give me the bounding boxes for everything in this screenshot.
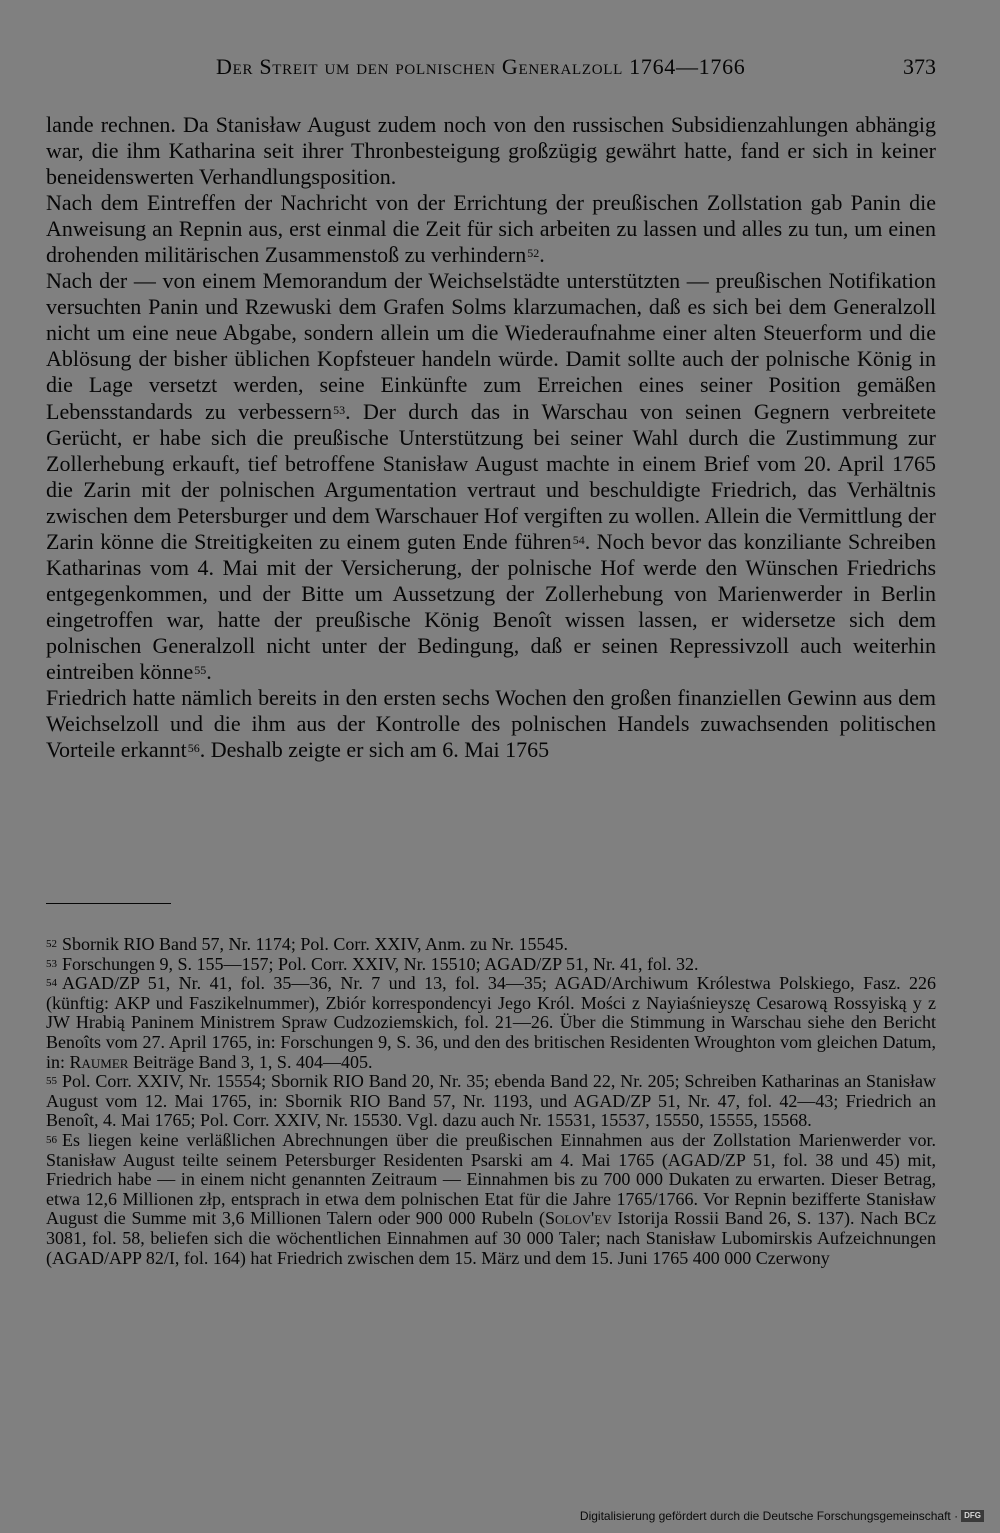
author-name: Raumer	[69, 1051, 129, 1072]
footnote-number: 54	[46, 977, 57, 990]
footnote-reference[interactable]: 56	[187, 741, 200, 756]
footnote-reference[interactable]: 55	[194, 662, 207, 677]
paragraph: lande rechnen. Da Stanisław August zudem noch von den russischen Subsidienzahlungen abhängig war, die ihm Katharina seit ihrer Thronbesteigung großzügig gewährt hatte, fand er sich in keiner beneidenswerten Verhandlungsposition.	[46, 112, 936, 190]
digitization-text: Digitalisierung gefördert durch die Deutsche Forschungsgemeinschaft ·	[579, 1509, 959, 1523]
footnote: $^{53}$ Forschungen 9, S. 155—157; Pol. Corr. XXIV, Nr. 15510; AGAD/ZP 51, Nr. 41, fol. 32.	[46, 953, 699, 974]
running-title: Der Streit um den polnischen Generalzoll 1764—1766	[216, 54, 746, 79]
digitization-notice	[580, 1509, 984, 1523]
footnote-number: 52	[46, 938, 57, 950]
body-text	[46, 112, 936, 763]
footnote: $^{54}$ AGAD/ZP 51, Nr. 41, fol. 35—36, Nr. 7 und 13, fol. 34—35; AGAD/Archiwum Królestwa Polskiego, Fasz. 226 (künftig: AKP und Faszikelnummer), Zbiór korrespondencyi Jego Król. Mości z Nayiaśnieyszę Cesarową Rossyiską y z JW Hrabią Paninem Ministrem Spraw Cudzoziemskich, fol. 21—26. Über die Stimmung in Warschau siehe den Bericht Benoîts vom 27. April 1765, in: Forschungen 9, S. 36, und den des britischen Residenten Wroughton vom gleichen Datum, in: Raumer Beiträge Band 3, 1, S. 404—405.	[46, 973, 936, 1072]
footnote: $^{56}$ Es liegen keine verläßlichen Abrechnungen über die preußischen Einnahmen aus der Zollstation Marienwerder vor. Stanisław August teilte seinem Petersburger Residenten Psarski am 4. Mai 1765 (AGAD/ZP 51, fol. 38 und 45) mit, Friedrich habe — in einem nicht genannten Zeitraum — Einnahmen bis zu 700 000 Dukaten zu erwarten. Dieser Betrag, etwa 12,6 Millionen złp, entsprach in etwa dem polnischen Etat für die Jahre 1765/1766. Vor Repnin bezifferte Stanisław August die Summe mit 3,6 Millionen Talern oder 900 000 Rubeln (Solov'ev Istorija Rossii Band 26, S. 137). Nach BCz 3081, fol. 58, beliefen sich die wöchentlichen Einnahmen auf 30 000 Taler; nach Stanisław Lubomirskis Aufzeichnungen (AGAD/APP 82/I, fol. 164) hat Friedrich zwischen dem 15. März und dem 15. Juni 1765 400 000 Czerwony	[46, 1129, 936, 1268]
footnote: $^{55}$ Pol. Corr. XXIV, Nr. 15554; Sbornik RIO Band 20, Nr. 35; ebenda Band 22, Nr. 205; Schreiben Katharinas an Stanisław August vom 12. Mai 1765, in: Sbornik RIO Band 57, Nr. 1193, und AGAD/ZP 51, Nr. 47, fol. 42—43; Friedrich an Benoît, 4. Mai 1765; Pol. Corr. XXIV, Nr. 15530. Vgl. dazu auch Nr. 15531, 15537, 15550, 15555, 15568.	[46, 1071, 936, 1131]
footnote-number: 55	[46, 1075, 57, 1088]
footnote-reference[interactable]: 54	[572, 532, 585, 547]
paragraph: Nach der — von einem Memorandum der Weichselstädte unterstützten — preußischen Notifikation versuchten Panin und Rzewuski dem Grafen Solms klarzumachen, daß es sich bei dem Generalzoll nicht um eine neue Abgabe, sondern allein um die Wiederaufnahme einer alten Steuerform und die Ablösung der bisher üblichen Kopfsteuer handeln würde. Damit sollte auch der polnische König in die Lage versetzt werden, seine Einkünfte zum Erreichen eines seiner Position gemäßen Lebensstandards zu verbessern$^{53}$. Der durch das in Warschau von seinen Gegnern verbreitete Gerücht, er habe sich die preußische Unterstützung bei seiner Wahl durch die Zustimmung zur Zollerhebung erkauft, tief betroffene Stanisław August machte in einem Brief vom 20. April 1765 die Zarin mit der polnischen Argumentation vertraut und beschuldigte Friedrich, das Verhältnis zwischen dem Petersburger und dem Warschauer Hof vergiften zu wollen. Allein die Vermittlung der Zarin könne die Streitigkeiten zu einem guten Ende führen$^{54}$. Noch bevor das konziliante Schreiben Katharinas vom 4. Mai mit der Versicherung, der polnische Hof werde den Wünschen Friedrichs entgegenkommen, und der Bitte um Aussetzung der Zollerhebung von Marienwerder in Berlin eingetroffen war, hatte der preußische König Benoît wissen lassen, er widersetze sich dem polnischen Generalzoll nicht unter der Bedingung, daß er seinen Repressivzoll auch weiterhin eintreiben könne$^{55}$.	[46, 268, 937, 684]
footnote: $^{52}$ Sbornik RIO Band 57, Nr. 1174; Pol. Corr. XXIV, Anm. zu Nr. 15545.	[46, 934, 569, 954]
page-header	[46, 52, 936, 86]
author-name: Solov'ev	[544, 1208, 612, 1229]
footnote-divider	[46, 903, 171, 904]
page-number: 373	[903, 54, 936, 79]
footnotes	[46, 935, 936, 1268]
dfg-logo-icon: DFG	[961, 1510, 984, 1522]
footnote-number: 56	[46, 1133, 57, 1146]
footnote-reference[interactable]: 53	[333, 402, 346, 417]
paragraph: Nach dem Eintreffen der Nachricht von der Errichtung der preußischen Zollstation gab Panin die Anweisung an Repnin aus, erst einmal die Zeit für sich arbeiten zu lassen und alles zu tun, um einen drohenden militärischen Zusammenstoß zu verhindern$^{52}$.	[46, 190, 936, 268]
footnote-reference[interactable]: 52	[527, 246, 540, 261]
footnote-number: 53	[46, 957, 57, 970]
paragraph: Friedrich hatte nämlich bereits in den ersten sechs Wochen den großen finanziellen Gewinn aus dem Weichselzoll und die ihm aus der Kontrolle des polnischen Handels zuwachsenden politischen Vorteile erkannt$^{56}$. Deshalb zeigte er sich am 6. Mai 1765	[46, 685, 936, 763]
